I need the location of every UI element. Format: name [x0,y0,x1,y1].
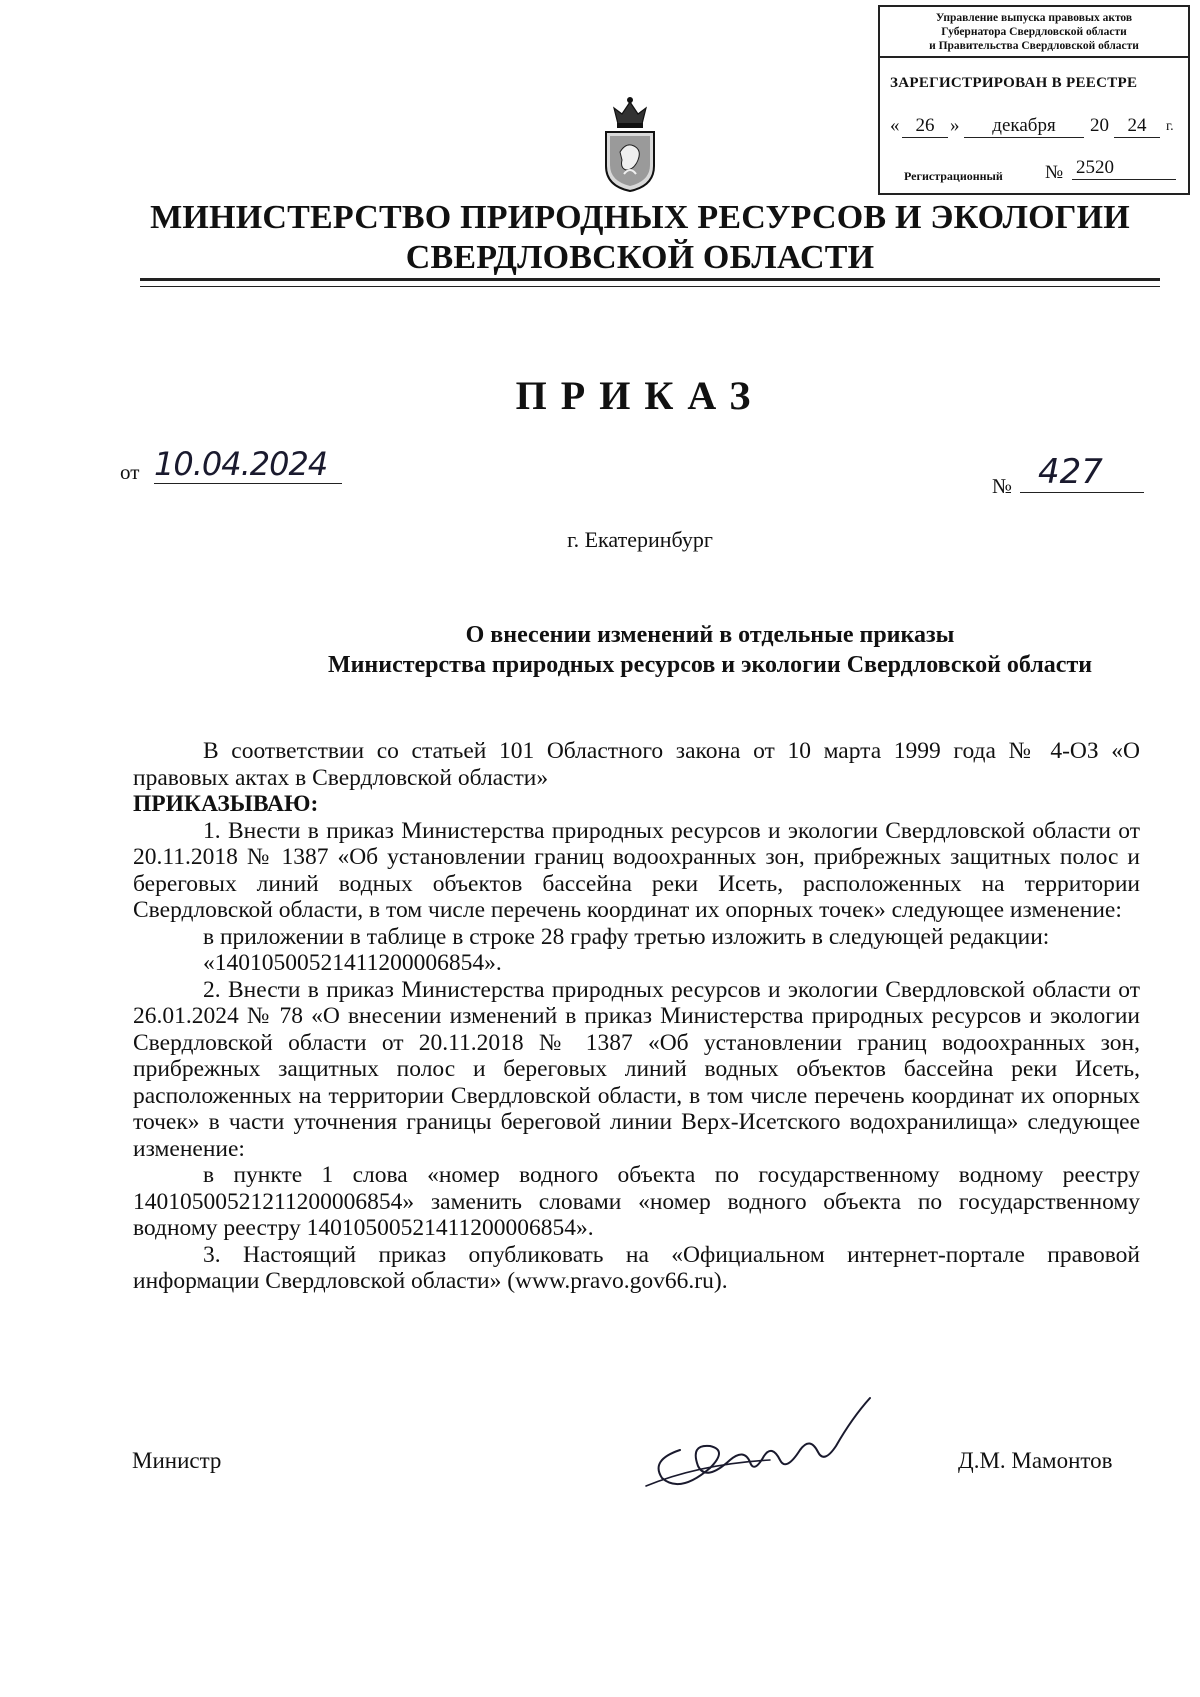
city: г. Екатеринбург [567,527,713,552]
document-subject [150,620,1200,680]
stamp-header-line: Управление выпуска правовых актов [935,12,1133,24]
stamp-header [880,7,1188,58]
stamp-quote-close: » [950,115,960,136]
stamp-day: 26 [902,115,948,138]
item-1-paragraph: 1. Внести в приказ Министерства природных ресурсов и экологии Свердловской области от 20.11.2018 № 1387 «Об установлении границ водоохранных зон, прибрежных защитных полос и береговых линий водных объектов бассейна реки Исеть, расположенных на территории Свердловской области, в том числе перечень координат их опорных точек» следующее изменение: [133,817,1140,923]
subject-line-2: Министерства природных ресурсов и экологии Свердловской области [327,652,1093,678]
coat-of-arms-emblem [600,94,660,192]
number-prefix: № [992,474,1013,498]
stamp-year-suffix: 24 [1114,115,1160,138]
item-2-paragraph: 2. Внести в приказ Министерства природных ресурсов и экологии Свердловской области от 26.01.2024 № 78 «О внесении изменений в приказ Министерства природных ресурсов и экологии Свердловской области от 20.11.2018 № 1387 «Об установлении границ водоохранных зон, прибрежных защитных полос и береговых линий водных объектов бассейна реки Исеть, расположенных на территории Свердловской области, в том числе перечень координат их опорных точек» в части уточнения границы береговой линии Верх-Исетского водохранилища» следующее изменение: [133,976,1140,1162]
stamp-year-unit: г. [1166,119,1174,134]
registry-stamp [878,5,1190,195]
stamp-month: декабря [964,115,1084,138]
handwritten-signature [640,1390,900,1500]
item-2-change-paragraph: в пункте 1 слова «номер водного объекта по государственному водному реестру 14010500521211200006854» заменить словами «номер водного объекта по государственному водному реестру 14010500521411200006854». [133,1162,1140,1241]
ministry-line-2: СВЕРДЛОВСКОЙ ОБЛАСТИ [405,239,875,276]
stamp-reg-number-label: Регистрационный [904,169,1003,183]
item-3-paragraph: 3. Настоящий приказ опубликовать на «Официальном интернет-портале правовой информации Свердловской области» (www.pravo.gov66.ru). [133,1241,1140,1294]
signatory-role: Министр [132,1448,222,1473]
stamp-header-line: и Правительства Свердловской области [929,40,1139,52]
order-word: ПРИКАЗЫВАЮ: [133,791,319,817]
stamp-reg-number: 2520 [1072,157,1176,180]
ministry-header [90,198,1190,278]
document-body [133,738,1140,1295]
item-1-value-paragraph: «14010500521411200006854». [203,950,502,976]
handwritten-date: 10.04.2024 [154,445,342,484]
preamble-paragraph: В соответствии со статьей 101 Областного закона от 10 марта 1999 года № 4-ОЗ «О правовых актах в Свердловской области» [133,738,1140,791]
stamp-registered-label: ЗАРЕГИСТРИРОВАН В РЕЕСТРЕ [890,75,1138,91]
signatory-name: Д.М. Мамонтов [958,1448,1113,1473]
document-title: ПРИКАЗ [515,373,765,418]
stamp-quote-open: « [890,115,900,136]
header-rule-thin [140,286,1160,287]
stamp-year-prefix: 20 [1090,115,1109,136]
date-prefix: от [120,460,140,484]
handwritten-number: 427 [1020,452,1144,493]
ministry-line-1: МИНИСТЕРСТВО ПРИРОДНЫХ РЕСУРСОВ И ЭКОЛОГИИ [150,199,1130,236]
header-rule-thick [140,278,1160,281]
stamp-number-sign: № [1045,162,1064,183]
stamp-header-line: Губернатора Свердловской области [941,26,1127,38]
item-1-change-paragraph: в приложении в таблице в строке 28 графу третью изложить в следующей редакции: [203,923,1050,950]
subject-line-1: О внесении изменений в отдельные приказы [465,622,955,648]
